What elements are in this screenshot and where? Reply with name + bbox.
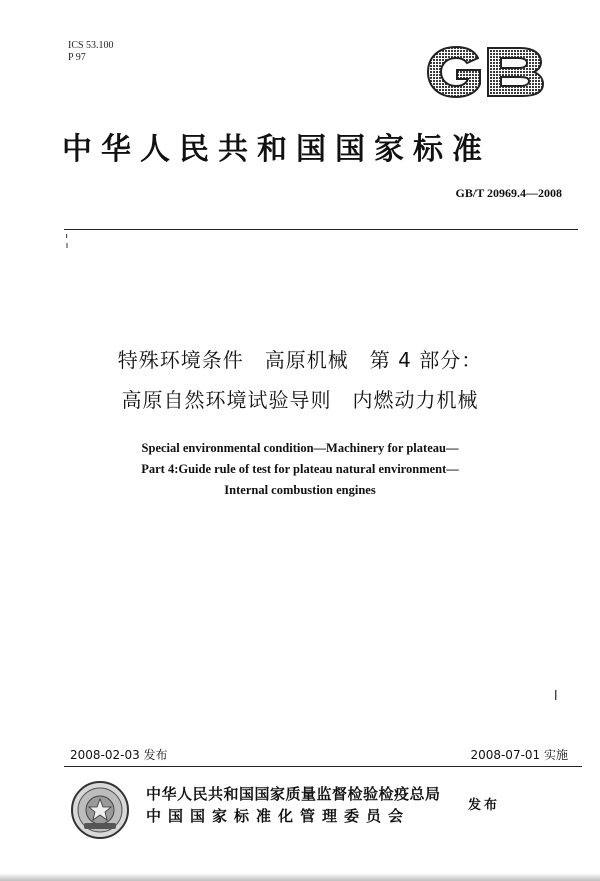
national-standard-title: 中华人民共和国国家标准 bbox=[62, 132, 491, 167]
issuing-authority-1: 中华人民共和国国家质量监督检验检疫总局 bbox=[146, 785, 441, 803]
scan-mark-icon bbox=[555, 690, 557, 700]
publish-label: 发布 bbox=[468, 798, 501, 813]
chinese-title-line-2: 高原自然环境试验导则 内燃动力机械 bbox=[121, 388, 479, 412]
footer-divider bbox=[64, 766, 582, 767]
english-title-line-3: Internal combustion engines bbox=[224, 483, 376, 497]
english-title bbox=[0, 438, 600, 501]
scan-edge-shadow bbox=[0, 873, 600, 881]
classification-codes bbox=[68, 40, 114, 64]
english-title-line-2: Part 4:Guide rule of test for plateau natural environment— bbox=[141, 462, 459, 476]
english-title-line-1: Special environmental condition—Machinery for plateau— bbox=[141, 441, 459, 455]
standard-number: GB/T 20969.4—2008 bbox=[455, 186, 562, 200]
implementation-date: 2008-07-01 实施 bbox=[470, 748, 568, 762]
ics-code: ICS 53.100 bbox=[68, 40, 114, 51]
ccs-code: P 97 bbox=[68, 52, 86, 63]
gb-logo-icon bbox=[424, 44, 546, 100]
chinese-title-line-1: 特殊环境条件 高原机械 第 4 部分： bbox=[117, 348, 483, 372]
issuing-authority-2: 中国国家标准化管理委员会 bbox=[146, 807, 411, 825]
scan-mark-icon bbox=[66, 234, 68, 248]
official-seal-icon bbox=[70, 780, 130, 840]
issue-date: 2008-02-03 发布 bbox=[70, 748, 168, 762]
header-divider bbox=[64, 229, 578, 230]
